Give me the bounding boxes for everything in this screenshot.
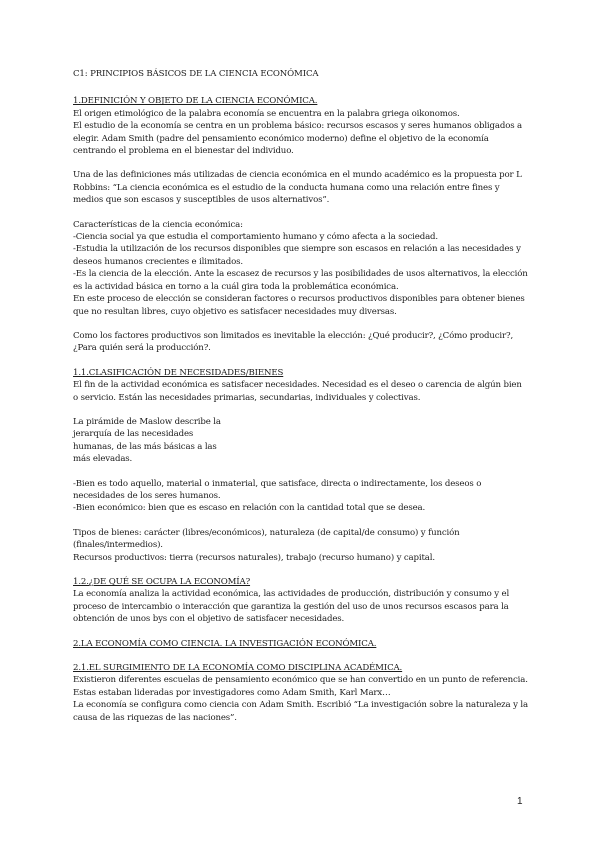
section-2-1-paragraph: La economía se configura como ciencia con Adam Smith. Escribió “La investigación sobre la naturaleza y la causa de las riquezas de las naciones”.: [73, 700, 528, 723]
document-page: [73, 68, 529, 724]
maslow-paragraph: La pirámide de Maslow describe la jerarquía de las necesidades humanas, de las más básicas a las más elevadas.: [73, 416, 221, 465]
characteristic-item: -Estudia la utilización de los recursos disponibles que siempre son escasos en relación a las necesidades y deseos humanos crecientes e ilimitados.: [73, 244, 521, 267]
section-1-1-heading: 1.1.CLASIFICACIÓN DE NECESIDADES/BIENES: [73, 367, 284, 378]
section-1-paragraph: Una de las definiciones más utilizadas de ciencia económica en el mundo académico es la propuesta por L Robbins: “La ciencia económica es el estudio de la conducta humana como una relación entre fines y medios que son escasos y susceptibles de usos alternativos”.: [73, 170, 522, 206]
page-number: 1: [517, 796, 523, 807]
section-1-paragraph: Como los factores productivos son limitados es inevitable la elección: ¿Qué producir?, ¿Cómo producir?, ¿Para quién será la producción?.: [73, 330, 514, 354]
productive-resources: Recursos productivos: tierra (recursos naturales), trabajo (recurso humano) y capital.: [73, 552, 435, 563]
goods-types: Tipos de bienes: carácter (libres/económicos), naturaleza (de capital/de consumo) y función (finales/intermedios).: [73, 527, 460, 551]
document-title: C1: PRINCIPIOS BÁSICOS DE LA CIENCIA ECONÓMICA: [73, 69, 319, 79]
section-1-paragraph: El estudio de la economía se centra en un problema básico: recursos escasos y seres humanos obligados a elegir. Adam Smith (padre del pensamiento económico moderno) define el objetivo de la economía centrando el problema en el bienestar del individuo.: [73, 121, 523, 157]
section-2-1-paragraph: Existieron diferentes escuelas de pensamiento económico que se han convertido en un punto de referencia. Estas estaban lideradas por investigadores como Adam Smith, Karl Marx…: [73, 675, 528, 698]
section-2-1-heading: 2.1.EL SURGIMIENTO DE LA ECONOMÍA COMO DISCIPLINA ACADÉMICA.: [73, 663, 403, 674]
section-1-2-paragraph: La economía analiza la actividad económica, las actividades de producción, distribución y consumo y el proceso de intercambio o interacción que garantiza la gestión del uso de unos recursos escasos para la obtención de unos bys con el objetivo de satisfacer necesidades.: [73, 589, 510, 625]
goods-definition: -Bien económico: bien que es escaso en relación con la cantidad total que se desea.: [73, 503, 426, 514]
section-1-paragraph: El origen etimológico de la palabra economía se encuentra en la palabra griega oikonomos.: [73, 108, 460, 119]
characteristic-item: -Es la ciencia de la elección. Ante la escasez de recursos y las posibilidades de usos alternativos, la elección es la actividad básica en torno a la cuál gira toda la problemática económica.: [73, 269, 528, 292]
section-2-heading: 2.LA ECONOMÍA COMO CIENCIA. LA INVESTIGACIÓN ECONÓMICA.: [73, 638, 377, 649]
characteristics-title: Características de la ciencia económica:: [73, 219, 243, 230]
goods-definition: -Bien es todo aquello, material o inmaterial, que satisface, directa o indirectamente, los deseos o necesidades de los seres humanos.: [73, 478, 482, 501]
characteristic-item: En este proceso de elección se consideran factores o recursos productivos disponibles para obtener bienes que no resultan libres, cuyo objetivo es satisfacer necesidades muy diversas.: [73, 294, 525, 317]
section-1-2-heading: 1.2.¿DE QUÉ SE OCUPA LA ECONOMÍA?: [73, 577, 251, 587]
section-1-1-paragraph: El fin de la actividad económica es satisfacer necesidades. Necesidad es el deseo o carencia de algún bien o servicio. Están las necesidades primarias, secundarias, individuales y colectivas.: [73, 380, 522, 403]
characteristic-item: -Ciencia social ya que estudia el comportamiento humano y cómo afecta a la sociedad.: [73, 232, 438, 243]
section-1-heading: 1.DEFINICIÓN Y OBJETO DE LA CIENCIA ECONÓMICA.: [73, 96, 318, 107]
